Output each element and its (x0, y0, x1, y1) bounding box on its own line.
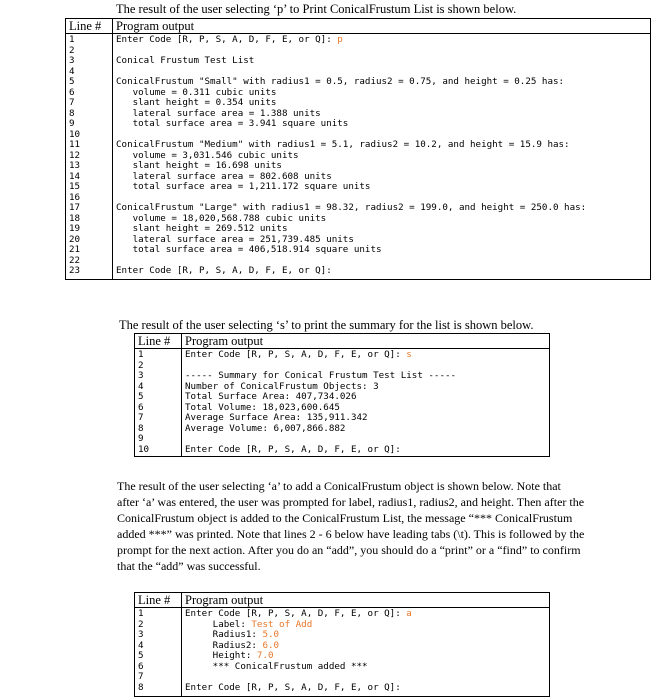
section3-line-numbers: 1 2 3 4 5 6 7 8 (135, 608, 182, 697)
section3-paragraph-line: after ‘a’ was entered, the user was prompted for label, radius1, radius2, and height. Then after the (117, 495, 585, 509)
section1-output-cell (113, 34, 651, 280)
section1-col-output: Program output (113, 19, 651, 34)
section2-prompt: Enter Code [R, P, S, A, D, F, E, or Q]: (185, 349, 407, 360)
section3-user-input: a (406, 608, 412, 619)
section1-line-numbers: 1 2 3 4 5 6 7 8 9 10 11 12 13 14 15 16 17 18 19 20 21 22 23 (66, 34, 113, 280)
section1-final-prompt: Enter Code [R, P, S, A, D, F, E, or Q]: (116, 265, 332, 276)
section2-final-prompt: Enter Code [R, P, S, A, D, F, E, or Q]: (185, 443, 401, 455)
section2-col-output: Program output (182, 334, 550, 349)
label-prompt: Label: (185, 618, 252, 630)
radius2-prompt: Radius2: (185, 639, 263, 651)
section3-col-line: Line # (135, 593, 182, 608)
radius1-value: 5.0 (262, 629, 280, 640)
section3-final-prompt: Enter Code [R, P, S, A, D, F, E, or Q]: (185, 681, 401, 693)
section2-col-line: Line # (135, 334, 182, 349)
section3-prompt: Enter Code [R, P, S, A, D, F, E, or Q]: (185, 608, 407, 619)
added-message: *** ConicalFrustum added *** (185, 660, 368, 672)
section2-user-input: s (406, 349, 412, 360)
radius2-value: 6.0 (262, 639, 280, 651)
section3-col-output: Program output (182, 593, 550, 608)
radius1-prompt: Radius1: (185, 629, 263, 640)
section1-output-table (65, 18, 651, 280)
section3-output-cell (182, 608, 550, 697)
section1-caption: The result of the user selecting ‘p’ to Print ConicalFrustum List is shown below. (116, 2, 517, 16)
section2-caption: The result of the user selecting ‘s’ to print the summary for the list is shown below. (119, 318, 534, 332)
section3-output-table (134, 592, 550, 697)
section1-output-body: Conical Frustum Test List ConicalFrustum "Small" with radius1 = 0.5, radius2 = 0.75, and height = 0.25 has: volume = 0.311 cubic units slant height = 0.354 units lateral surface area = 1.388 units total surface area = 3.941 square units ConicalFrustum "Medium" with radius1 = 5.1, radius2 = 10.2, and height = 15.9 has: volume = 3,031.546 cubic units slant height = 16.698 units lateral surface area = 802.608 units total surface area = 1,211.172 square units ConicalFrustum "Large" with radius1 = 98.32, radius2 = 199.0, and height = 250.0 has: volume = 18,020,568.788 cubic units slant height = 269.512 units lateral surface area = 251,739.485 units total surface area = 406,518.914 square units (116, 55, 587, 255)
section3-paragraph-line: prompt for the next action. After you do an “add”, you should do a “print” or a “find” to confirm (117, 543, 581, 557)
height-value: 7.0 (256, 650, 274, 661)
section1-user-input: p (337, 34, 343, 45)
section1-prompt: Enter Code [R, P, S, A, D, F, E, or Q]: (116, 34, 338, 45)
section2-line-numbers: 1 2 3 4 5 6 7 8 9 10 (135, 349, 182, 457)
section3-paragraph-line: that the “add” was successful. (117, 559, 261, 573)
section2-output-table (134, 333, 550, 457)
section3-paragraph-line: added ***” was printed. Note that lines 2 - 6 below have leading tabs (\t). This is followed by the (117, 527, 585, 541)
section1-col-line: Line # (66, 19, 113, 34)
label-value: Test of Add (251, 618, 313, 630)
section3-paragraph (117, 478, 584, 574)
height-prompt: Height: (185, 650, 257, 661)
section2-output-body: ----- Summary for Conical Frustum Test List ----- Number of ConicalFrustum Objects: 3 Total Surface Area: 407,734.026 Total Volume: 18,023,600.645 Average Surface Area: 135,911.342 Average Volume: 6,007,866.882 (185, 370, 457, 434)
section3-paragraph-line: The result of the user selecting ‘a’ to add a ConicalFrustum object is shown below. Note that (117, 479, 561, 493)
section3-paragraph-line: ConicalFrustum object is added to the ConicalFrustum List, the message “*** ConicalFrustum (117, 511, 573, 525)
section2-output-cell (182, 349, 550, 457)
